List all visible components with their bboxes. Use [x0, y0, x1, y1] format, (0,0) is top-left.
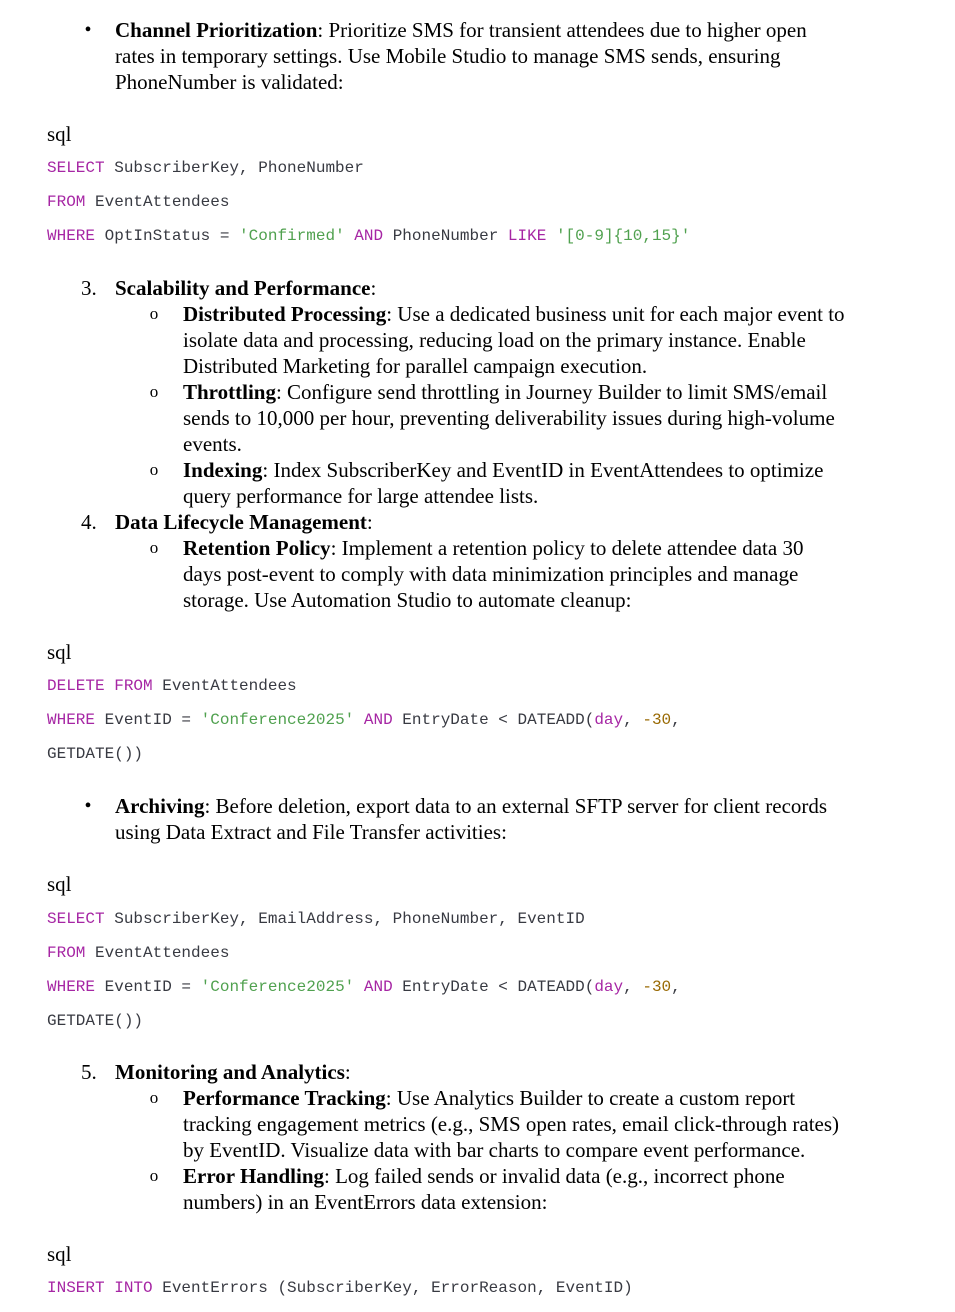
section-number: 3. — [81, 276, 97, 300]
code-language-label: sql — [47, 872, 72, 896]
code-line: SELECT SubscriberKey, PhoneNumber — [47, 159, 364, 177]
code-line: WHERE EventID = 'Conference2025' AND EntryDate < DATEADD(day, -30, — [47, 711, 681, 729]
list-item-line: PhoneNumber is validated: — [115, 70, 344, 94]
code-line: GETDATE()) — [47, 1012, 144, 1030]
item-title: Distributed Processing — [183, 302, 387, 326]
item-title: Error Handling — [183, 1164, 325, 1188]
list-item-line: Archiving: Before deletion, export data to an external SFTP server for client records — [115, 794, 828, 818]
sub-bullet-marker: o — [149, 382, 159, 401]
code-language-label: sql — [47, 1242, 72, 1266]
list-item-line: using Data Extract and File Transfer activities: — [115, 820, 507, 844]
bullet-marker: • — [84, 795, 92, 817]
list-item-line: tracking engagement metrics (e.g., SMS open rates, email click-through rates) — [183, 1112, 840, 1136]
list-item-line: Indexing: Index SubscriberKey and EventID in EventAttendees to optimize — [183, 458, 824, 482]
sub-bullet-marker: o — [149, 1088, 159, 1107]
list-item-line: by EventID. Visualize data with bar charts to compare event performance. — [183, 1138, 806, 1162]
code-line: FROM EventAttendees — [47, 193, 230, 211]
code-language-label: sql — [47, 122, 72, 146]
code-line: SELECT SubscriberKey, EmailAddress, PhoneNumber, EventID — [47, 910, 585, 928]
bullet-marker: • — [84, 19, 92, 41]
list-item-line: Error Handling: Log failed sends or invalid data (e.g., incorrect phone — [183, 1164, 785, 1188]
list-item-line: rates in temporary settings. Use Mobile Studio to manage SMS sends, ensuring — [115, 44, 781, 68]
list-item-line — [115, 17, 807, 43]
item-title: Archiving — [115, 794, 205, 818]
code-line: DELETE FROM EventAttendees — [47, 677, 297, 695]
code-line: FROM EventAttendees — [47, 944, 230, 962]
list-item-line: isolate data and processing, reducing load on the primary instance. Enable — [183, 328, 806, 352]
section-heading: Data Lifecycle Management: — [115, 510, 373, 534]
item-title: Performance Tracking — [183, 1086, 386, 1110]
list-item-line: days post-event to comply with data minimization principles and manage — [183, 562, 799, 586]
code-line: INSERT INTO EventErrors (SubscriberKey, ErrorReason, EventID) — [47, 1279, 633, 1297]
section-title: Monitoring and Analytics — [115, 1060, 345, 1084]
item-title: Throttling — [183, 380, 276, 404]
item-title: Retention Policy — [183, 536, 331, 560]
sub-bullet-marker: o — [149, 538, 159, 557]
section-number: 4. — [81, 510, 97, 534]
section-title: Scalability and Performance — [115, 276, 371, 300]
item-title: Channel Prioritization — [115, 18, 318, 42]
sub-bullet-marker: o — [149, 304, 159, 323]
code-line: WHERE OptInStatus = 'Confirmed' AND PhoneNumber LIKE '[0-9]{10,15}' — [47, 227, 691, 245]
section-title: Data Lifecycle Management — [115, 510, 367, 534]
list-item-line: query performance for large attendee lists. — [183, 484, 539, 508]
list-item-line: sends to 10,000 per hour, preventing deliverability issues during high-volume — [183, 406, 835, 430]
list-item-line: Distributed Marketing for parallel campaign execution. — [183, 354, 648, 378]
list-item-line: Retention Policy: Implement a retention policy to delete attendee data 30 — [183, 536, 804, 560]
item-title: Indexing — [183, 458, 263, 482]
code-line: GETDATE()) — [47, 745, 144, 763]
section-number: 5. — [81, 1060, 97, 1084]
section-heading: Monitoring and Analytics: — [115, 1060, 351, 1084]
sub-bullet-marker: o — [149, 1166, 159, 1185]
sub-bullet-marker: o — [149, 460, 159, 479]
list-item-line: Distributed Processing: Use a dedicated business unit for each major event to — [183, 302, 845, 326]
code-line: WHERE EventID = 'Conference2025' AND EntryDate < DATEADD(day, -30, — [47, 978, 681, 996]
list-item-line: Throttling: Configure send throttling in Journey Builder to limit SMS/email — [183, 380, 828, 404]
list-item-line: numbers) in an EventErrors data extension: — [183, 1190, 548, 1214]
item-text: : Prioritize SMS for transient attendees due to higher open — [317, 18, 807, 42]
section-heading: Scalability and Performance: — [115, 276, 377, 300]
list-item-line: storage. Use Automation Studio to automate cleanup: — [183, 588, 632, 612]
list-item-line: Performance Tracking: Use Analytics Builder to create a custom report — [183, 1086, 796, 1110]
list-item-line: events. — [183, 432, 242, 456]
code-language-label: sql — [47, 640, 72, 664]
